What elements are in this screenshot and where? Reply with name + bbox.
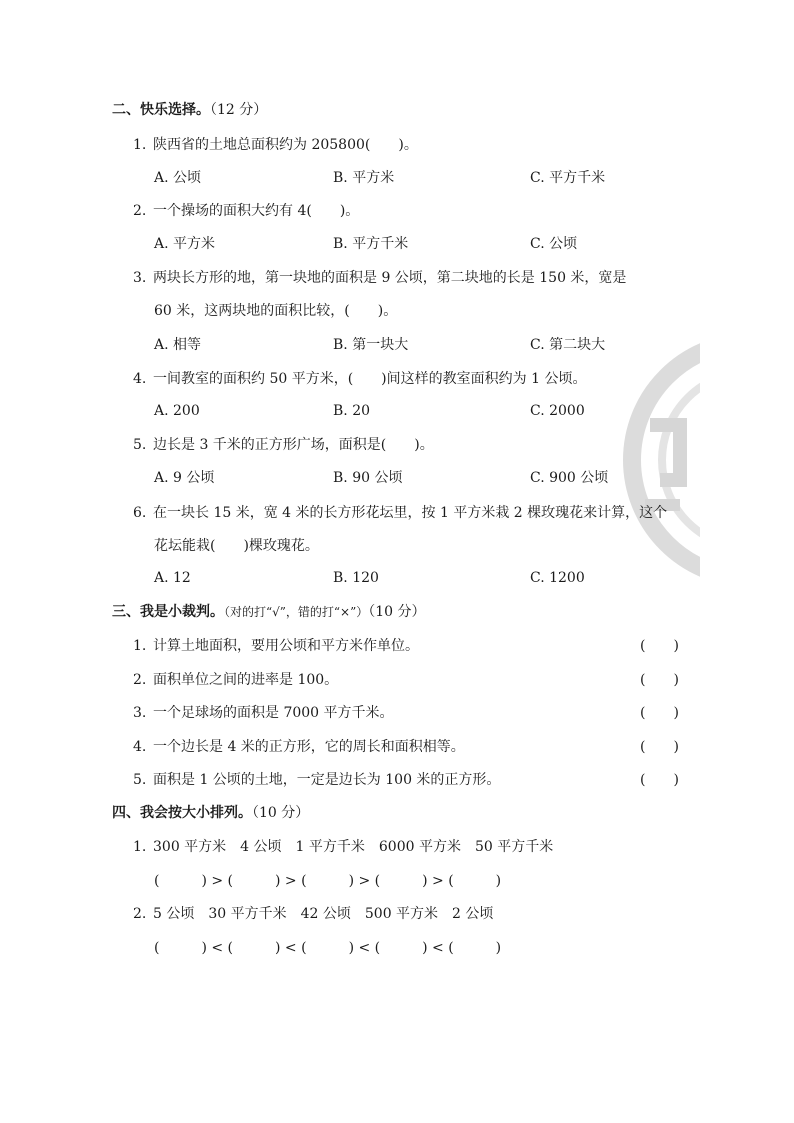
question-number: 2.: [133, 203, 147, 219]
section-2-heading: [112, 100, 267, 120]
option-a[interactable]: A. 9 公顷: [154, 470, 215, 486]
question-2-3-continued: 60 米，这两块地的面积比较，( )。: [154, 303, 398, 319]
item-text: 计算土地面积，要用公顷和平方米作单位。: [153, 638, 419, 654]
option-b[interactable]: B. 20: [333, 403, 371, 419]
section-3-heading: [112, 602, 426, 622]
judge-item-3: [133, 703, 394, 723]
item-number: 2.: [133, 672, 147, 688]
option-b[interactable]: B. 第一块大: [333, 337, 409, 353]
question-text: 一个操场的面积大约有 4( )。: [153, 203, 360, 219]
section-2-title: 二、快乐选择。: [112, 102, 210, 118]
order-blanks[interactable]: ( ) > ( ) > ( ) > ( ) > ( ): [154, 873, 502, 889]
option-c[interactable]: C. 1200: [530, 570, 585, 586]
section-3-note: （对的打“√”，错的打“×”）: [224, 605, 369, 619]
item-number: 1.: [133, 638, 147, 654]
item-text: 300 平方米 4 公顷 1 平方千米 6000 平方米 50 平方千米: [153, 839, 554, 855]
judge-item-2: [133, 670, 338, 690]
section-2-score: （12 分）: [210, 102, 268, 118]
answer-blank[interactable]: ( ): [640, 739, 679, 755]
question-text: 陕西省的土地总面积约为 205800( )。: [153, 137, 418, 153]
question-text: 一间教室的面积约 50 平方米，( )间这样的教室面积约为 1 公顷。: [153, 371, 587, 387]
question-2-1: [133, 135, 418, 155]
question-number: 5.: [133, 437, 147, 453]
item-number: 5.: [133, 772, 147, 788]
answer-blank[interactable]: ( ): [640, 638, 679, 654]
answer-blank[interactable]: ( ): [640, 705, 679, 721]
item-text: 面积是 1 公顷的土地，一定是边长为 100 米的正方形。: [153, 772, 501, 788]
question-number: 6.: [133, 505, 147, 521]
section-4-heading: [112, 803, 309, 823]
option-b[interactable]: B. 平方千米: [333, 236, 409, 252]
order-item-1: [133, 837, 553, 857]
question-text: 两块长方形的地，第一块地的面积是 9 公顷，第二块地的长是 150 米，宽是: [153, 270, 627, 286]
item-text: 面积单位之间的进率是 100。: [153, 672, 339, 688]
section-4-title: 四、我会按大小排列。: [112, 805, 252, 821]
answer-blank[interactable]: ( ): [640, 672, 679, 688]
section-3-score: （10 分）: [368, 604, 426, 620]
option-c[interactable]: C. 2000: [530, 403, 585, 419]
option-b[interactable]: B. 平方米: [333, 170, 395, 186]
question-text: 在一块长 15 米，宽 4 米的长方形花坛里，按 1 平方米栽 2 棵玫瑰花来计算，这个: [153, 505, 668, 521]
question-2-3: [133, 268, 626, 288]
option-b[interactable]: B. 90 公顷: [333, 470, 403, 486]
item-number: 3.: [133, 705, 147, 721]
option-c[interactable]: C. 公顷: [530, 236, 578, 252]
section-4-score: （10 分）: [252, 805, 310, 821]
option-a[interactable]: A. 公顷: [154, 170, 202, 186]
question-2-4: [133, 369, 586, 389]
order-item-2: [133, 904, 493, 924]
judge-item-4: [133, 737, 465, 757]
option-b[interactable]: B. 120: [333, 570, 379, 586]
question-number: 1.: [133, 137, 147, 153]
option-c[interactable]: C. 平方千米: [530, 170, 606, 186]
judge-item-1: [133, 636, 419, 656]
item-number: 2.: [133, 906, 147, 922]
option-a[interactable]: A. 平方米: [154, 236, 216, 252]
question-number: 3.: [133, 270, 147, 286]
item-text: 一个边长是 4 米的正方形，它的周长和面积相等。: [153, 739, 465, 755]
item-text: 一个足球场的面积是 7000 平方千米。: [153, 705, 394, 721]
answer-blank[interactable]: ( ): [640, 772, 679, 788]
order-blanks[interactable]: ( ) < ( ) < ( ) < ( ) < ( ): [154, 940, 502, 956]
question-2-6-continued: 花坛能栽( )棵玫瑰花。: [154, 538, 319, 554]
question-text: 边长是 3 千米的正方形广场，面积是( )。: [153, 437, 434, 453]
item-number: 4.: [133, 739, 147, 755]
item-number: 1.: [133, 839, 147, 855]
question-2-5: [133, 435, 434, 455]
option-a[interactable]: A. 200: [154, 403, 200, 419]
option-a[interactable]: A. 相等: [154, 337, 202, 353]
judge-item-5: [133, 770, 500, 790]
question-2-6: [133, 503, 667, 523]
option-c[interactable]: C. 第二块大: [530, 337, 606, 353]
option-a[interactable]: A. 12: [154, 570, 191, 586]
question-2-2: [133, 201, 359, 221]
section-3-title: 三、我是小裁判。: [112, 604, 224, 620]
item-text: 5 公顷 30 平方千米 42 公顷 500 平方米 2 公顷: [153, 906, 494, 922]
option-c[interactable]: C. 900 公顷: [530, 470, 609, 486]
question-number: 4.: [133, 371, 147, 387]
